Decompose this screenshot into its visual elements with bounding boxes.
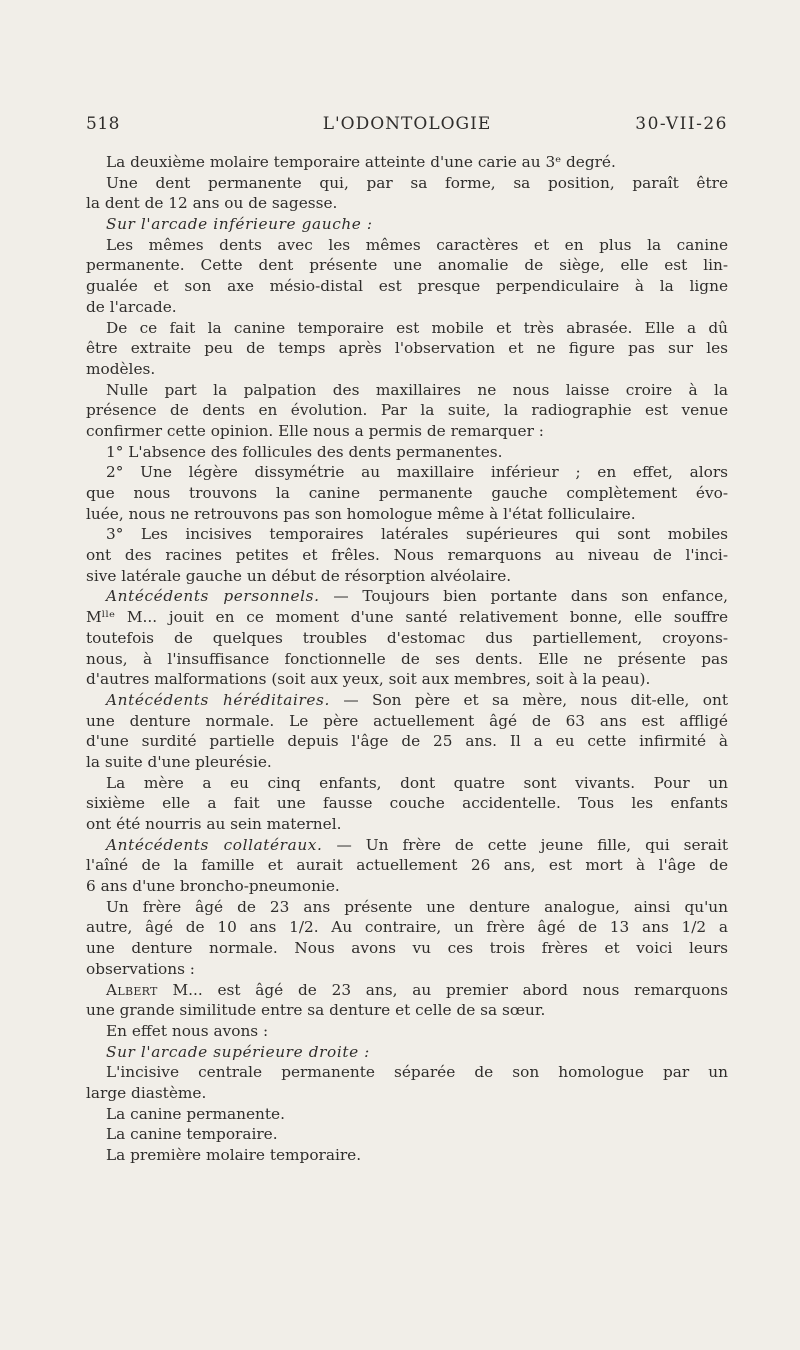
text-line: Sur l'arcade inférieure gauche : [106,215,373,234]
text-line: La première molaire temporaire. [106,1146,362,1164]
running-title: L'ODONTOLOGIE [322,114,492,134]
text-line: Nulle part la palpation des maxillaires ne nous laisse croire à la [106,380,728,399]
text-line: 1° L'absence des follicules des dents permanentes. [106,442,503,461]
text-line: Un frère âgé de 23 ans présente une denture analogue, ainsi qu'un [106,897,728,916]
text-line: une grande similitude entre sa denture et celle de sa sœur. [86,1001,546,1020]
text-line: l'aîné de la famille et aurait actuellement 26 ans, est mort à l'âge de [86,856,728,875]
text-line: gualée et son axe mésio-distal est presque perpendiculaire à la ligne [86,277,728,296]
text-line: ont des racines petites et frêles. Nous remarquons au niveau de l'inci- [86,546,728,565]
text-line: La deuxième molaire temporaire atteinte d'une carie au 3ᵉ degré. [106,153,616,171]
text-line: d'autres malformations (soit aux yeux, soit aux membres, soit à la peau). [86,670,651,689]
running-header [86,114,728,144]
text-line: la suite d'une pleurésie. [86,752,272,771]
text-line: une denture normale. Nous avons vu ces trois frères et voici leurs [86,939,728,958]
text-line: toutefois de quelques troubles d'estomac dus partiellement, croyons- [86,628,728,647]
text-line: Albert M... est âgé de 23 ans, au premier abord nous remarquons [106,980,728,999]
page-number: 518 [86,114,120,134]
text-line: Antécédents personnels. — Toujours bien portante dans son enfance, [106,587,728,606]
issue-date: 30-VII-26 [635,114,728,134]
text-line: Une dent permanente qui, par sa forme, sa position, paraît être [106,173,728,192]
text-line: Antécédents héréditaires. — Son père et sa mère, nous dit-elle, ont [106,690,728,709]
text-line: Sur l'arcade supérieure droite : [106,1042,370,1061]
text-line: modèles. [86,359,156,378]
text-line: de l'arcade. [86,297,177,316]
text-line: la dent de 12 ans ou de sagesse. [86,194,338,213]
text-line: nous, à l'insuffisance fonctionnelle de ses dents. Elle ne présente pas [86,649,728,668]
text-line: En effet nous avons : [106,1021,269,1040]
text-line: L'incisive centrale permanente séparée de son homologue par un [106,1063,728,1082]
text-line: Mˡˡᵉ M... jouit en ce moment d'une santé relativement bonne, elle souffre [86,608,728,627]
text-line: être extraite peu de temps après l'observation et ne figure pas sur les [86,339,728,358]
text-line: sixième elle a fait une fausse couche accidentelle. Tous les enfants [86,794,728,813]
text-line: permanente. Cette dent présente une anomalie de siège, elle est lin- [86,256,728,275]
text-line: confirmer cette opinion. Elle nous a permis de remarquer : [86,421,544,440]
text-line: d'une surdité partielle depuis l'âge de 25 ans. Il a eu cette infirmité à [86,732,728,751]
body-text [86,152,728,1166]
text-line: présence de dents en évolution. Par la suite, la radiographie est venue [86,401,728,420]
text-line: La mère a eu cinq enfants, dont quatre sont vivants. Pour un [106,773,728,792]
text-line: La canine temporaire. [106,1125,278,1144]
text-line: 3° Les incisives temporaires latérales supérieures qui sont mobiles [106,525,728,544]
text-line: De ce fait la canine temporaire est mobile et très abrasée. Elle a dû [106,318,728,337]
text-line: observations : [86,959,195,978]
text-line: Les mêmes dents avec les mêmes caractères et en plus la canine [106,235,728,254]
text-line: Antécédents collatéraux. — Un frère de cette jeune fille, qui serait [106,835,728,854]
text-line: que nous trouvons la canine permanente gauche complètement évo- [86,484,728,502]
text-line: La canine permanente. [106,1104,285,1123]
text-line: 2° Une légère dissymétrie au maxillaire inférieur ; en effet, alors [106,463,728,482]
text-line: sive latérale gauche un début de résorption alvéolaire. [86,566,512,585]
text-line: large diastème. [86,1083,207,1102]
text-line: une denture normale. Le père actuellement âgé de 63 ans est affligé [86,711,728,730]
text-line: ont été nourris au sein maternel. [86,815,342,833]
text-line: luée, nous ne retrouvons pas son homologue même à l'état folliculaire. [86,504,636,523]
text-line: autre, âgé de 10 ans 1/2. Au contraire, un frère âgé de 13 ans 1/2 a [86,918,728,937]
text-line: 6 ans d'une broncho-pneumonie. [86,877,340,896]
